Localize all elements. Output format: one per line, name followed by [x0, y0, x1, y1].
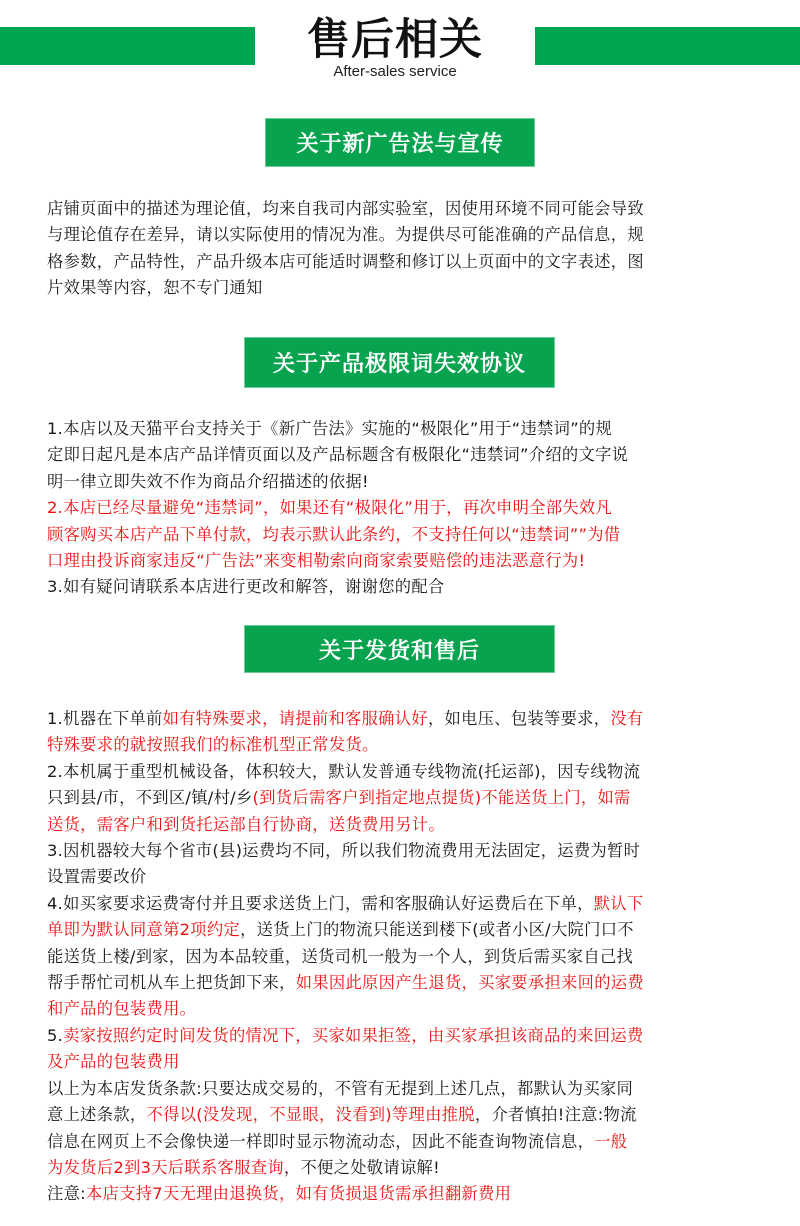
body-text: 设置需要改价: [47, 867, 147, 887]
body-text: 注意:: [47, 1184, 86, 1204]
text-line: [47, 944, 762, 970]
text-line: [47, 574, 762, 600]
text-line: [47, 495, 762, 521]
highlighted-text: 特殊要求的就按照我们的标准机型正常发货。: [47, 735, 379, 755]
section-body-extreme-words: [47, 416, 762, 601]
body-text: 与理论值存在差异，请以实际使用的情况为准。为提供尽可能准确的产品信息，规: [47, 225, 644, 245]
highlighted-text: 没有: [610, 709, 644, 728]
text-line: [47, 812, 762, 838]
body-text: ，如电压、包装等要求，: [427, 709, 611, 728]
body-text: 以上为本店发货条款:只要达成交易的，不管有无提到上述几点，都默认为买家同: [47, 1078, 634, 1098]
page-title: 售后相关: [307, 15, 483, 65]
highlighted-text: 为发货后2到3天后联系客服查询: [47, 1157, 284, 1177]
body-text: 定即日起凡是本店产品详情页面以及产品标题含有极限化“违禁词”介绍的文字说: [47, 445, 629, 465]
body-text: 明一律立即失效不作为商品介绍描述的依据!: [47, 471, 369, 491]
header-bar-left: [0, 27, 255, 65]
text-line: [47, 196, 762, 222]
body-text: 5.: [47, 1025, 64, 1045]
body-text: 帮手帮忙司机从车上把货卸下来，: [47, 973, 296, 993]
body-text: ，送货上门的物流只能送到楼下(或者小区/大院门口不: [240, 920, 634, 940]
highlighted-text: 不得以(没发现，不显眼，没看到)等理由推脱: [146, 1105, 475, 1125]
text-line: [47, 1155, 762, 1181]
text-line: [47, 1023, 762, 1049]
highlighted-text: 一般: [594, 1131, 628, 1151]
text-line: [47, 442, 762, 468]
body-text: ，不便之处敬请谅解!: [283, 1157, 440, 1177]
body-text: 片效果等内容，恕不专门通知: [47, 278, 263, 298]
highlighted-text: 如果因此原因产生退货，买家要承担来回的运费: [295, 973, 644, 993]
section-heading-ad-law: 关于新广告法与宣传: [265, 118, 535, 167]
body-text: 能送货上楼/到家，因为本品较重，送货司机一般为一个人，到货后需买家自己找: [47, 946, 634, 966]
body-text: 信息在网页上不会像快递一样即时显示物流动态，因此不能查询物流信息，: [47, 1131, 595, 1151]
body-text: 2.本机属于重型机械设备，体积较大，默认发普通专线物流(托运部)，因专线物流: [47, 761, 641, 781]
body-text: ，介者慎拍!注意:物流: [474, 1105, 637, 1125]
highlighted-text: 送货，需客户和到货托运部自行协商，送货费用另计。: [47, 814, 445, 834]
text-line: [47, 996, 762, 1022]
text-line: [47, 249, 762, 275]
text-line: [47, 1181, 762, 1207]
text-line: [47, 222, 762, 248]
text-line: [47, 732, 762, 758]
section-body-ad-law: [47, 196, 762, 302]
text-line: [47, 706, 762, 732]
body-text: 1.本店以及天猫平台支持关于《新广告法》实施的“极限化”用于“违禁词”的规: [47, 419, 613, 438]
highlighted-text: 默认下: [593, 893, 644, 913]
text-line: [47, 275, 762, 301]
text-line: [47, 917, 762, 943]
text-line: [47, 522, 762, 548]
text-line: [47, 1102, 762, 1128]
text-line: [47, 416, 762, 442]
body-text: 店铺页面中的描述为理论值，均来自我司内部实验室，因使用环境不同可能会导致: [47, 199, 644, 218]
text-line: [47, 785, 762, 811]
text-line: [47, 970, 762, 996]
text-line: [47, 759, 762, 785]
text-line: [47, 1129, 762, 1155]
highlighted-text: 本店支持7天无理由退换货，如有货损退货需承担翻新费用: [85, 1184, 512, 1204]
highlighted-text: 和产品的包装费用。: [47, 999, 197, 1019]
highlighted-text: 如有特殊要求，请提前和客服确认好: [162, 709, 428, 728]
text-line: [47, 864, 762, 890]
text-line: [47, 1049, 762, 1075]
section-heading-extreme-words: 关于产品极限词失效协议: [244, 337, 555, 388]
text-line: [47, 469, 762, 495]
body-text: 1.机器在下单前: [47, 709, 163, 728]
highlighted-text: 顾客购买本店产品下单付款，均表示默认此条约，不支持任何以“违禁词””为借: [47, 524, 621, 544]
highlighted-text: 卖家按照约定时间发货的情况下，买家如果拒签，由买家承担该商品的来回运费: [63, 1025, 644, 1045]
highlighted-text: 单即为默认同意第2项约定: [47, 920, 241, 940]
text-line: [47, 1076, 762, 1102]
highlighted-text: 2.本店已经尽量避免“违禁词”，如果还有“极限化”用于，再次申明全部失效凡: [47, 498, 613, 518]
section-heading-shipping: 关于发货和售后: [244, 625, 555, 673]
text-line: [47, 548, 762, 574]
body-text: 3.因机器较大每个省市(县)运费均不同，所以我们物流费用无法固定，运费为暂时: [47, 841, 641, 861]
highlighted-text: 口理由投诉商家违反“广告法”来变相勒索向商家索要赔偿的违法恶意行为!: [47, 551, 586, 571]
highlighted-text: 及产品的包装费用: [47, 1052, 180, 1072]
header-bar-right: [535, 27, 800, 65]
body-text: 4.如买家要求运费寄付并且要求送货上门，需和客服确认好运费后在下单，: [47, 893, 594, 913]
body-text: 格参数，产品特性，产品升级本店可能适时调整和修订以上页面中的文字表述，图: [47, 251, 644, 271]
text-line: [47, 891, 762, 917]
body-text: 只到县/市，不到区/镇/村/乡: [47, 788, 253, 808]
body-text: 意上述条款，: [47, 1105, 147, 1125]
page-subtitle: After-sales service: [333, 63, 457, 80]
body-text: 3.如有疑问请联系本店进行更改和解答，谢谢您的配合: [47, 577, 445, 597]
highlighted-text: (到货后需客户到指定地点提货)不能送货上门，如需: [252, 788, 631, 808]
section-body-shipping: [47, 706, 762, 1208]
text-line: [47, 838, 762, 864]
